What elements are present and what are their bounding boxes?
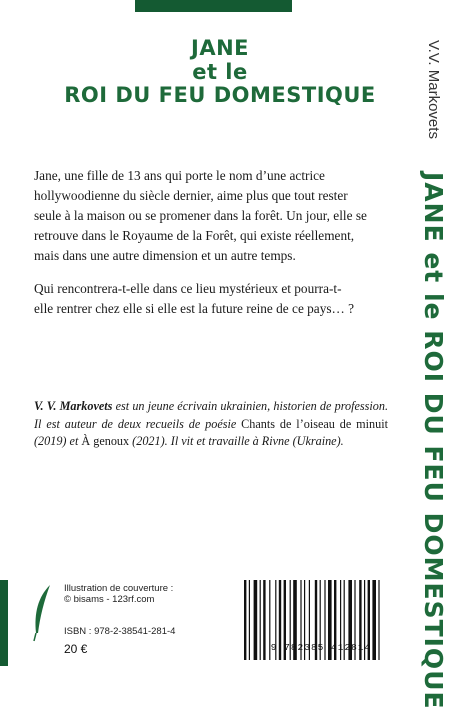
summary-paragraph-2: Qui rencontrera-t-elle dans ce lieu mystérieux et pourra-t- elle rentrer chez elle si elle est la future reine de ce pays… ? <box>34 281 355 316</box>
title-line-3: ROI DU FEU DOMESTIQUE <box>64 83 376 107</box>
feather-logo-icon <box>32 583 54 643</box>
spine-author: V.V. Markovets <box>425 40 442 139</box>
left-green-edge <box>0 580 8 666</box>
barcode-digits: 9 782385 412814 <box>270 642 372 653</box>
author-bio: V. V. Markovets est un jeune écrivain ukrainien, historien de profession. Il est auteur de deux recueils de poésie Chants de l’oiseau de minuit (2019) et À genoux (2021). Il vit et travaille à Rivne (Ukraine). <box>34 399 388 448</box>
top-green-bar <box>135 0 292 12</box>
title-line-2: et le <box>192 60 248 84</box>
isbn-text: ISBN : 978-2-38541-281-4 <box>64 626 176 637</box>
title-line-1: JANE <box>191 36 249 60</box>
bio-book-1: Chants de l’oiseau de minuit <box>241 416 388 431</box>
bio-book-2: À genoux <box>81 434 130 448</box>
price-text: 20 € <box>64 642 88 656</box>
bio-author-name: V. V. Markovets <box>34 399 113 413</box>
summary <box>34 166 388 332</box>
spine-title: JANE et le ROI DU FEU DOMESTIQUE <box>419 172 448 710</box>
summary-paragraph-1: Jane, une fille de 13 ans qui porte le nom d’une actrice hollywoodienne du siècle dernier, aime plus que tout rester seule à la maison ou se promener dans la forêt. Un jour, elle se retrouve dans le Royaume de la Forêt, qui existe réellement, mais dans une autre dimension et un autre temps. <box>34 168 367 263</box>
cover-credits: Illustration de couverture : © bisams - 123rf.com <box>64 583 174 605</box>
